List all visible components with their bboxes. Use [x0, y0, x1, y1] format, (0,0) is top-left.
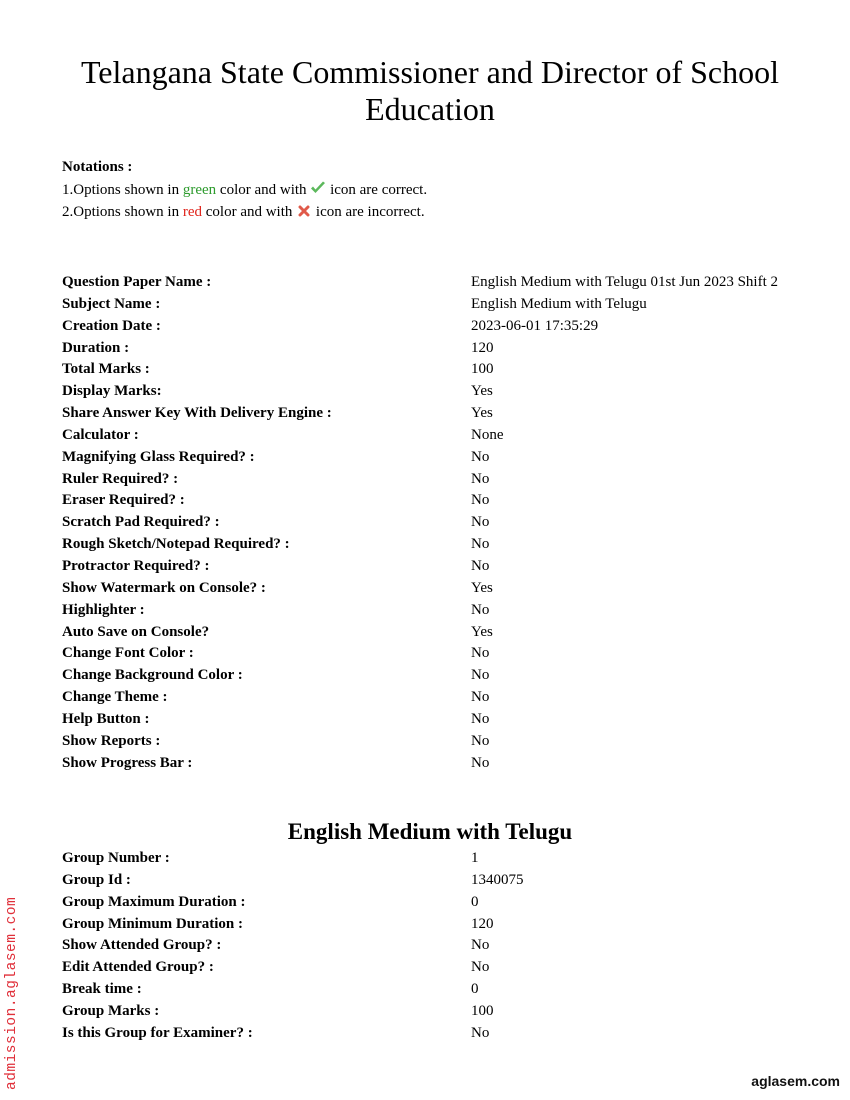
detail-value: Yes [471, 579, 493, 596]
detail-value: 1340075 [471, 871, 524, 888]
detail-row [62, 1023, 822, 1045]
detail-value: No [471, 1024, 490, 1041]
detail-value: English Medium with Telugu [471, 295, 647, 312]
detail-value: English Medium with Telugu 01st Jun 2023 Shift 2 [471, 274, 779, 290]
detail-row [62, 556, 822, 578]
detail-row [62, 512, 822, 534]
detail-value: Yes [471, 623, 493, 640]
detail-label: Creation Date : [62, 317, 161, 334]
detail-label: Magnifying Glass Required? : [62, 448, 255, 465]
notation-text: color and with [216, 181, 311, 198]
detail-row [62, 359, 822, 381]
check-icon [310, 180, 326, 194]
notation-correct [62, 179, 427, 202]
detail-label: Highlighter : [62, 601, 145, 618]
notation-text: 2.Options shown in [62, 204, 183, 220]
notation-text: color and with [202, 204, 297, 220]
detail-row [62, 848, 822, 870]
detail-label: Subject Name : [62, 295, 161, 312]
detail-label: Auto Save on Console? [62, 623, 210, 640]
detail-value: No [471, 710, 490, 727]
detail-row [62, 447, 822, 469]
group-details-table [62, 848, 822, 1045]
notation-text: icon are incorrect. [312, 204, 425, 220]
red-word: red [182, 204, 202, 220]
detail-row [62, 892, 822, 914]
detail-row [62, 709, 822, 731]
detail-row [62, 600, 822, 622]
detail-row [62, 490, 822, 512]
detail-row [62, 403, 822, 425]
detail-label: Is this Group for Examiner? : [62, 1024, 253, 1041]
notations-block [62, 156, 427, 224]
detail-label: Share Answer Key With Delivery Engine : [62, 405, 332, 422]
detail-value: Yes [471, 383, 493, 400]
detail-row [62, 687, 822, 709]
detail-value: No [471, 667, 490, 684]
detail-row [62, 870, 822, 892]
detail-label: Change Background Color : [62, 667, 243, 684]
detail-label: Group Marks : [62, 1002, 160, 1019]
detail-label: Eraser Required? : [62, 492, 185, 509]
notation-text: icon are correct. [326, 181, 428, 198]
group-section-title: English Medium with Telugu [287, 819, 573, 844]
detail-value: No [471, 732, 490, 749]
detail-label: Show Attended Group? : [62, 937, 222, 954]
detail-label: Calculator : [62, 426, 139, 443]
detail-label: Scratch Pad Required? : [62, 514, 220, 531]
detail-label: Break time : [62, 981, 142, 998]
detail-row [62, 979, 822, 1001]
detail-label: Group Id : [62, 871, 131, 888]
detail-value: No [471, 754, 490, 771]
detail-value: No [471, 937, 490, 954]
detail-value: 100 [471, 361, 494, 378]
detail-row [62, 1001, 822, 1023]
detail-label: Duration : [62, 339, 130, 356]
detail-value: 120 [471, 915, 494, 932]
detail-value: 0 [471, 981, 479, 998]
detail-label: Show Reports : [62, 732, 161, 749]
detail-value: None [471, 426, 504, 443]
detail-row [62, 957, 822, 979]
detail-row [62, 665, 822, 687]
detail-label: Change Font Color : [62, 645, 194, 662]
detail-label: Group Minimum Duration : [62, 915, 243, 932]
detail-row [62, 469, 822, 491]
detail-value: No [471, 645, 490, 662]
detail-row [62, 381, 822, 403]
notation-incorrect [62, 201, 427, 224]
detail-value: 100 [471, 1002, 494, 1019]
detail-value: 2023-06-01 17:35:29 [471, 317, 599, 334]
detail-row [62, 753, 822, 775]
detail-value: 0 [471, 893, 479, 910]
detail-value: No [471, 601, 490, 618]
detail-row [62, 731, 822, 753]
detail-row [62, 534, 822, 556]
detail-label: Show Progress Bar : [62, 754, 193, 771]
detail-label: Total Marks : [62, 361, 150, 378]
detail-row [62, 622, 822, 644]
detail-row [62, 643, 822, 665]
detail-row [62, 272, 822, 294]
detail-label: Change Theme : [62, 689, 168, 706]
detail-row [62, 338, 822, 360]
detail-value: 1 [471, 850, 479, 866]
detail-label: Show Watermark on Console? : [62, 579, 266, 596]
page-title: Telangana State Commissioner and Director of School Education [80, 54, 780, 127]
notations-heading: Notations : [62, 159, 133, 175]
detail-value: No [471, 557, 490, 574]
side-watermark: admission.aglasem.com [4, 896, 20, 1090]
cross-icon [298, 202, 310, 214]
detail-label: Edit Attended Group? : [62, 959, 214, 976]
detail-value: No [471, 959, 490, 976]
detail-row [62, 914, 822, 936]
detail-label: Ruler Required? : [62, 470, 179, 487]
detail-label: Group Maximum Duration : [62, 893, 246, 910]
detail-value: No [471, 536, 490, 553]
detail-value: No [471, 470, 490, 487]
detail-row [62, 425, 822, 447]
detail-row [62, 294, 822, 316]
detail-label: Group Number : [62, 850, 170, 866]
brand-watermark: aglasem.com [751, 1073, 840, 1089]
detail-value: No [471, 492, 490, 509]
detail-label: Display Marks: [62, 383, 162, 400]
detail-label: Help Button : [62, 710, 150, 727]
detail-value: Yes [471, 405, 493, 422]
detail-label: Rough Sketch/Notepad Required? : [62, 536, 290, 553]
notation-text: 1.Options shown in [62, 181, 183, 198]
detail-row [62, 578, 822, 600]
detail-label: Question Paper Name : [62, 274, 212, 290]
detail-value: 120 [471, 339, 494, 356]
detail-row [62, 316, 822, 338]
green-word: green [182, 181, 217, 198]
paper-details-table [62, 272, 822, 774]
detail-value: No [471, 689, 490, 706]
detail-value: No [471, 448, 490, 465]
detail-row [62, 935, 822, 957]
detail-label: Protractor Required? : [62, 557, 210, 574]
detail-value: No [471, 514, 490, 531]
